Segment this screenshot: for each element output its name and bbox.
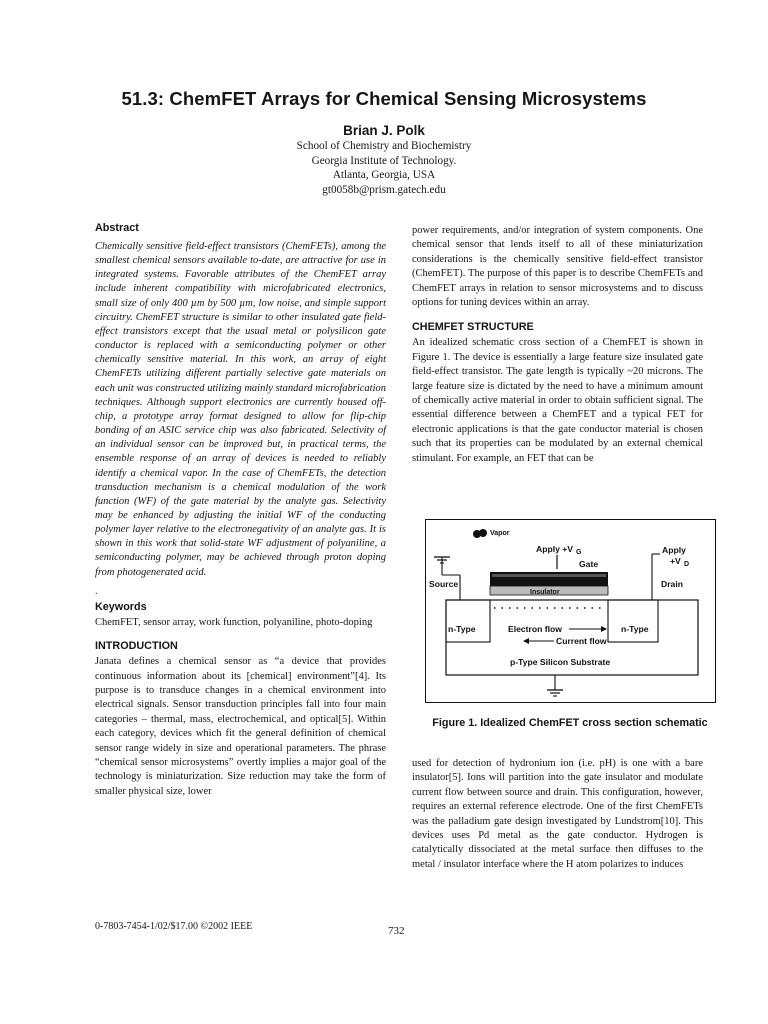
n-type-drain-well xyxy=(608,600,658,642)
author-block xyxy=(0,122,768,197)
electron-flow-arrowhead xyxy=(601,626,607,632)
abstract-heading: Abstract xyxy=(95,222,139,234)
vg-subscript: G xyxy=(576,549,582,556)
page-number: 732 xyxy=(388,925,405,937)
current-flow-arrowhead xyxy=(523,638,529,644)
introduction-heading: INTRODUCTION xyxy=(95,640,178,653)
abstract-text: Chemically sensitive field-effect transistors (ChemFETs), among the smallest chemical sensors available to-date, are attractive for use in integrated systems. Favorable attributes of the ChemFET array include inherent compatibility with microfabricated electronics, small size of only 400 µm by 500 µm, low noise, and simple support circuitry. ChemFET structure is similar to other insulated gate field-effect transistors except that the usual metal or polysilicon gate conductor is replaced with a semiconducting polymer or other chemically sensitive material. In this work, an array of eight ChemFETs utilizing different partially selective gate materials on each unit was constructed utilizing mainly standard microfabrication techniques. Although support electronics are currently housed off-chip, a prototype array format designed to allow for flip-chip bonding of an ASIC service chip was also fabricated. Selectivity of an individual sensor can be improved but, in practical terms, the ensemble response of an array of devices is needed to reliably identify a chemical vapor. In the case of ChemFETs, the detection transduction mechanism is a chemical modulation of the work function (WF) of the gate material by the analyte gas. Selectivity may be enhanced by adjusting the initial WF of the conducting polymer layer relative to the electronegativity of an analyte gas. It is shown in this work that solid-state WF adjustment of polyaniline, a semiconducting polymer, may be achieved through proton doping from photogenerated acid. xyxy=(95,241,386,578)
vd-label: +V xyxy=(670,556,681,566)
introduction-text: Janata defines a chemical sensor as “a device that provides continuous information about its [chemical] environment”[4]. Its purpose is to transduce changes in a chemical environment into electrical signals. Sensor transduction principles fall into four main categories – thermal, mass, electrochemical, and optical[5]. Within each category, devices which fit the general definition of chemical sensor range widely in size and operational parameters. The phrase “chemical sensor microsystems” overtly implies a major goal of the technology is miniaturization. Size reduction may take the form of smaller physical size, lower xyxy=(95,656,386,797)
vapor-molecule-icon xyxy=(479,529,487,537)
right-column xyxy=(412,224,703,466)
figure-caption: Figure 1. Idealized ChemFET cross section schematic xyxy=(432,717,708,729)
gate-label: Gate xyxy=(579,559,599,569)
stray-mark: . xyxy=(95,585,98,597)
vd-subscript: D xyxy=(684,561,690,568)
right-column-continued xyxy=(412,757,703,872)
left-column xyxy=(95,221,386,799)
electron-flow-label: Electron flow xyxy=(508,624,562,634)
apply-label: Apply xyxy=(662,545,686,555)
author-name: Brian J. Polk xyxy=(343,123,425,138)
substrate-label: p-Type Silicon Substrate xyxy=(510,657,611,667)
structure-text: An idealized schematic cross section of a ChemFET is shown in Figure 1. The device is essentially a large feature size insulated gate field-effect transistor. The gate length is typically ~20 microns. The large feature size is dictated by the need to have a minimum amount of chemically active material in order to obtain sufficient signal. The essential difference between a ChemFET and a typical FET for electronic applications is that the gate conductor material is chosen such that its properties can be modulated by an external chemical stimulant. For example, an FET that can be xyxy=(412,337,703,464)
chemfet-cross-section-diagram xyxy=(426,520,715,702)
copyright-footer: 0-7803-7454-1/02/$17.00 ©2002 IEEE xyxy=(95,921,253,932)
continuation-text: used for detection of hydronium ion (i.e. pH) is one with a bare insulator[5]. Ions will partition into the gate insulator and modulate current flow between source and drain. This configuration, however, requires an external reference electrode. One of the first ChemFETs was the palladium gate design investigated by Lundstrom[10]. This devices uses Pd metal as the gate conductor. Hydrogen is catalytically dissociated at the metal surface then diffuses to the metal / insulator interface where the H atom polarizes to induces xyxy=(412,758,703,870)
intro-continuation-text: power requirements, and/or integration of system components. One chemical sensor that lends itself to all of these miniaturization considerations is the chemically sensitive field-effect transistor (ChemFET). The purpose of this paper is to describe ChemFETs and ChemFET arrays in relation to sensor microsystems and to discuss options for tuning devices within an array. xyxy=(412,225,703,309)
drain-label: Drain xyxy=(661,579,683,589)
affiliation-line: Georgia Institute of Technology. xyxy=(311,154,457,167)
n-type-right-label: n-Type xyxy=(621,624,649,634)
author-email: gt0058b@prism.gatech.edu xyxy=(322,183,446,196)
structure-heading: CHEMFET STRUCTURE xyxy=(412,321,534,334)
vapor-label: Vapor xyxy=(490,530,510,537)
affiliation-line: School of Chemistry and Biochemistry xyxy=(296,140,472,152)
affiliation-line: Atlanta, Georgia, USA xyxy=(332,169,436,182)
keywords-heading: Keywords xyxy=(95,600,147,613)
insulator-label: Insulator xyxy=(530,589,560,596)
chemfet-schematic-figure xyxy=(425,519,716,703)
source-label: Source xyxy=(429,579,459,589)
current-flow-label: Current flow xyxy=(556,636,607,646)
apply-vg-label: Apply +V xyxy=(536,544,574,554)
keywords-text: ChemFET, sensor array, work function, polyaniline, photo-doping xyxy=(95,616,373,628)
paper-title: 51.3: ChemFET Arrays for Chemical Sensing Microsystems xyxy=(121,88,647,109)
n-type-source-well xyxy=(446,600,490,642)
n-type-left-label: n-Type xyxy=(448,624,476,634)
